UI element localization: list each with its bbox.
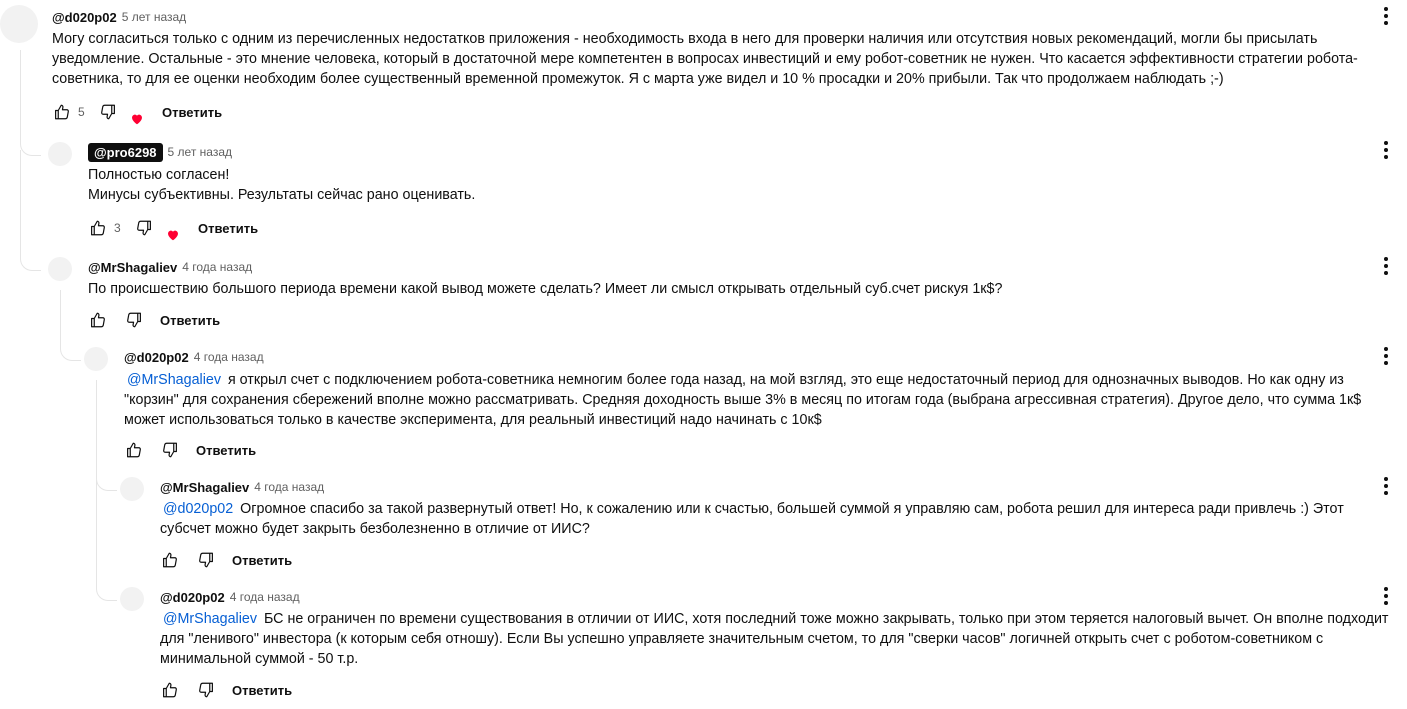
comment-actions [88, 218, 258, 238]
thread-line [96, 380, 117, 491]
like-button[interactable] [160, 550, 180, 570]
reply-button[interactable]: Ответить [232, 682, 293, 698]
comment-text-body: я открыл счет с подключением робота-советника немногим более года назад, на мой взгляд, это еще недостаточный период для однозначных выводов. Но как одну из "корзин" для сохранения сбережений вполне можно рассматривать. Средняя доходность выше 3% в месяц по итогам года (выбрана агрессивная стратегия). Другое дело, что сумма 1к$ может использоваться только в качестве эксперимента, для реальный инвестиций надо начинать с 10к$ [124, 372, 1362, 428]
mention-link[interactable]: @d020p02 [163, 501, 234, 517]
comment-actions [52, 102, 222, 122]
comment-header [52, 7, 186, 27]
avatar[interactable] [48, 142, 72, 166]
comment-text: Могу согласиться только с одним из перечисленных недостатков приложения - необходимость входа в него для проверки наличия или отсутствия новых рекомендаций, могли бы присылать уведомление. Остальные - это мнение человека, который в достаточной мере компетентен в вопросах инвестиций и ему робот-советник не нужен. Что касается эффективности стратегии робота-советника, то для ее оценки необходим более существенный временной промежуток. Я с марта уже видел и 10 % просадки и 20% прибыли. Так что продолжаем наблюдать ;-) [52, 31, 1358, 87]
comment-header [160, 477, 324, 497]
thumb-down-icon [99, 103, 117, 121]
thumb-down-icon [197, 551, 215, 569]
author-name[interactable]: @d020p02 [52, 9, 117, 25]
like-button[interactable] [160, 680, 180, 700]
heart-icon [130, 112, 144, 126]
timestamp[interactable]: 4 года назад [254, 480, 325, 494]
comment-text [124, 370, 1402, 430]
more-vert-icon[interactable] [1376, 138, 1396, 162]
heart-icon [166, 228, 180, 242]
like-button[interactable] [52, 102, 72, 122]
comment-actions [88, 310, 220, 330]
comment-header [124, 347, 264, 367]
dislike-button[interactable] [124, 310, 144, 330]
comment-text [88, 165, 1368, 205]
thumb-down-icon [161, 441, 179, 459]
comment-header [160, 587, 300, 607]
timestamp[interactable]: 5 лет назад [167, 145, 233, 159]
comment-line: Полностью согласен! [88, 167, 230, 183]
thumb-up-icon [53, 103, 71, 121]
thumb-up-icon [125, 441, 143, 459]
author-name[interactable]: @d020p02 [124, 349, 189, 365]
author-name[interactable]: @MrShagaliev [88, 259, 178, 275]
avatar[interactable] [48, 257, 72, 281]
dislike-button[interactable] [160, 440, 180, 460]
like-count: 3 [114, 221, 121, 235]
thumb-up-icon [161, 681, 179, 699]
comment-header [88, 142, 232, 162]
avatar[interactable] [120, 477, 144, 501]
more-vert-icon[interactable] [1376, 474, 1396, 498]
comment-line: Минусы субъективны. Результаты сейчас рано оценивать. [88, 187, 476, 203]
thread-line [20, 50, 41, 156]
timestamp[interactable]: 4 года назад [229, 590, 300, 604]
comment-text-body: Огромное спасибо за такой развернутый ответ! Но, к сожалению или к счастью, большей суммой я управляю сам, робота решил для интереса ради привлечь :) Этот субсчет можно будет закрыть безболезненно в отличие от ИИС? [160, 501, 1344, 537]
thread-line [20, 150, 41, 271]
reply-button[interactable]: Ответить [162, 104, 223, 120]
comment-actions [124, 440, 256, 460]
comment-text [160, 499, 1390, 539]
timestamp[interactable]: 4 года назад [193, 350, 264, 364]
thumb-down-icon [125, 311, 143, 329]
more-vert-icon[interactable] [1376, 254, 1396, 278]
reply-button[interactable]: Ответить [198, 220, 259, 236]
mention-link[interactable]: @MrShagaliev [127, 372, 221, 388]
more-vert-icon[interactable] [1376, 344, 1396, 368]
comment-header [88, 257, 252, 277]
comment-text [160, 609, 1390, 669]
comment-text-body: БС не ограничен по времени существования в отличии от ИИС, хотя последний тоже можно закрывать, только при этом теряется налоговый вычет. Он вполне подходит для "ленивого" инвестора (к которым себя отношу). Если Вы успешно управляете значительным счетом, то для "сверки часов" логичней открыть счет с роботом-советником с минимальной суммой - 50 т.р. [160, 611, 1389, 667]
author-name[interactable]: @pro6298 [88, 143, 163, 162]
thumb-down-icon [135, 219, 153, 237]
thread-line [60, 290, 81, 361]
comment-actions [160, 550, 292, 570]
thread-line [96, 480, 117, 601]
reply-button[interactable]: Ответить [196, 442, 257, 458]
dislike-button[interactable] [196, 550, 216, 570]
avatar[interactable] [120, 587, 144, 611]
reply-button[interactable]: Ответить [160, 312, 221, 328]
like-button[interactable] [88, 218, 108, 238]
author-name[interactable]: @MrShagaliev [160, 479, 250, 495]
mention-link[interactable]: @MrShagaliev [163, 611, 257, 627]
author-name[interactable]: @d020p02 [160, 589, 225, 605]
comment-actions [160, 680, 292, 700]
like-count: 5 [78, 105, 85, 119]
timestamp[interactable]: 4 года назад [182, 260, 253, 274]
more-vert-icon[interactable] [1376, 584, 1396, 608]
dislike-button[interactable] [196, 680, 216, 700]
avatar[interactable] [84, 347, 108, 371]
dislike-button[interactable] [98, 102, 118, 122]
thumb-up-icon [89, 219, 107, 237]
more-vert-icon[interactable] [1376, 4, 1396, 28]
thumb-up-icon [161, 551, 179, 569]
thumb-up-icon [89, 311, 107, 329]
reply-button[interactable]: Ответить [232, 552, 293, 568]
avatar[interactable] [0, 5, 38, 43]
timestamp[interactable]: 5 лет назад [121, 10, 187, 24]
like-button[interactable] [88, 310, 108, 330]
comment-text: По происшествию большого периода времени какой вывод можете сделать? Имеет ли смысл открывать отдельный суб.счет рискуя 1к$? [88, 281, 1003, 297]
thumb-down-icon [197, 681, 215, 699]
dislike-button[interactable] [134, 218, 154, 238]
like-button[interactable] [124, 440, 144, 460]
